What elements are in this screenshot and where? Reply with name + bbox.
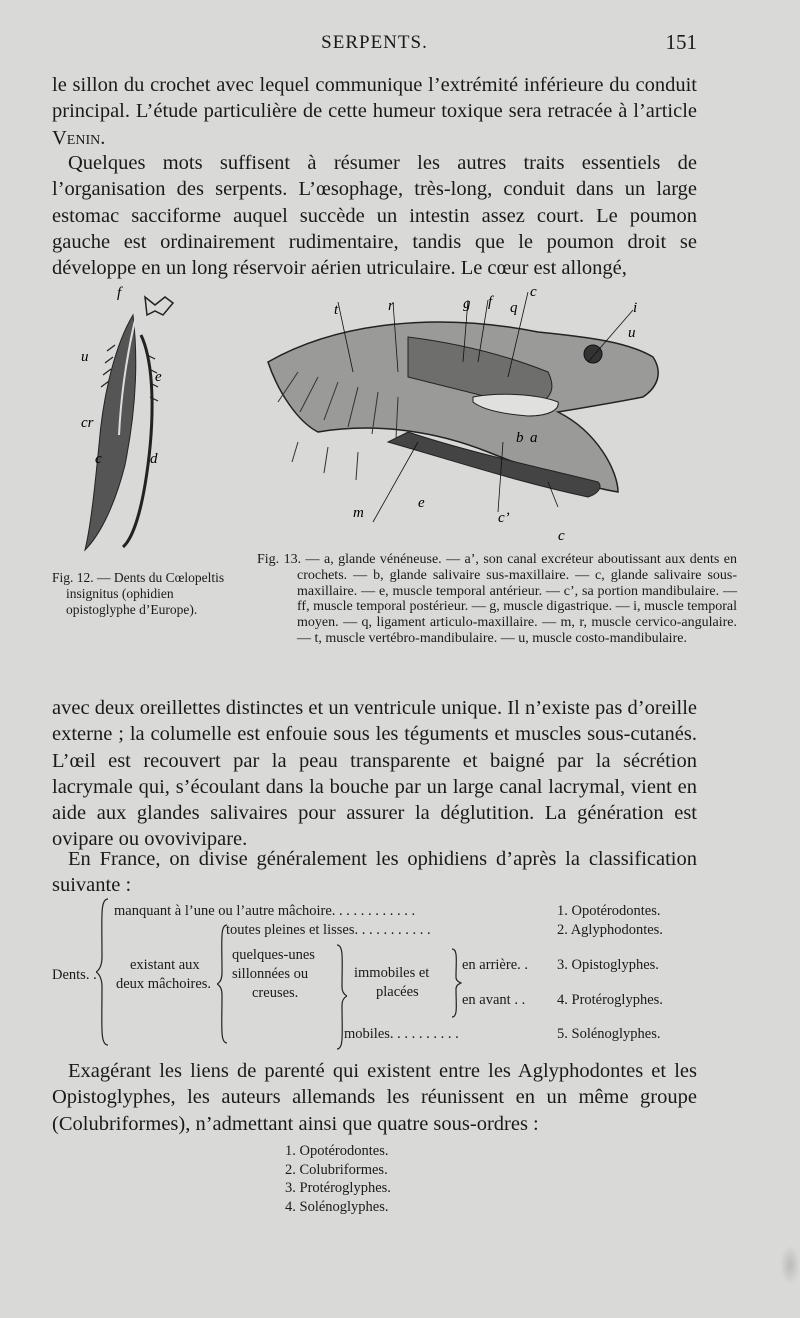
figure-12-caption: Fig. 12. — Dents du Cœlopeltis insignitus (ophidien opistoglyphe d’Europe).	[52, 570, 225, 617]
classif-en-avant: en avant . .	[462, 992, 526, 1008]
classif-immobiles: immobiles et	[354, 965, 430, 981]
classif-creuses: creuses.	[252, 985, 299, 1001]
page-number: 151	[665, 30, 697, 54]
classif-manquant: manquant à l’une ou l’autre mâchoire. . . . . . . . . . . .	[114, 903, 416, 919]
fig13-label-a: a	[530, 430, 538, 446]
classif-en-arriere: en arrière. .	[462, 957, 529, 973]
fig12-label-d: d	[150, 451, 158, 467]
paragraph-5: Exagérant les liens de parenté qui existent entre les Aglyphodontes et les Opistoglyphes, les auteurs allemands les réunissent en un même groupe (Colubriformes), n’admettant ainsi que quatre sous-ordres :	[52, 1060, 697, 1135]
fig13-label-g: g	[463, 296, 471, 312]
fig13-label-c-bottom: c	[558, 528, 565, 544]
page-smudge	[780, 1245, 800, 1285]
classif-group-1: 1. Opotérodontes.	[557, 903, 661, 919]
classif-brace-existant	[217, 923, 229, 1045]
classif-group-3: 3. Opistoglyphes.	[557, 957, 659, 973]
fig13-label-i: i	[633, 300, 638, 316]
fig13-label-b: b	[516, 430, 524, 446]
fig13-label-m: m	[353, 505, 364, 521]
running-head: SERPENTS.	[321, 32, 428, 53]
fig12-label-c: c	[95, 451, 102, 467]
suborder-list	[285, 1142, 391, 1216]
paragraph-3: avec deux oreillettes distinctes et un ventricule unique. Il n’existe pas d’oreille externe ; la columelle est enfouie sous les téguments et muscles sous-cutanés. L’œil est recouvert par la peau transparente et baigné par la sécrétion lacrymale qui, s’écoulant dans la bouche par un large canal lacrymal, vient en aide aux glandes salivaires pour assurer la déglutition. La génération est ovipare ou ovovivipare.	[52, 697, 697, 851]
classif-dents: Dents. .	[52, 967, 97, 983]
fig13-label-c: c	[530, 284, 537, 300]
paragraph-1-end: .	[100, 126, 106, 149]
classif-placees: placées	[376, 984, 419, 1000]
fig13-label-t: t	[334, 302, 339, 318]
fig12-label-e: e	[155, 369, 162, 385]
fig13-label-f: f	[488, 294, 493, 310]
fig12-label-cr: cr	[81, 415, 94, 431]
suborder-item: 4. Solénoglyphes.	[285, 1198, 389, 1215]
classif-existant: existant aux	[130, 957, 200, 973]
figure-13-caption: Fig. 13. — a, glande vénéneuse. — a’, son canal excréteur aboutissant aux dents en crochets. — b, glande salivaire sus-maxillaire. — c, glande salivaire sous-maxillaire. — e, muscle temporal antérieur. — c’, sa portion mandibulaire. — ff, muscle temporal postérieur. — g, muscle digastrique. — i, muscle temporal moyen. — q, ligament articulo-maxillaire. — m, r, muscle cervico-angulaire. — t, muscle vertébro-mandibulaire. — u, muscle costo-mandibulaire.	[257, 552, 737, 646]
classif-group-5: 5. Solénoglyphes.	[557, 1026, 661, 1042]
paragraph-2: Quelques mots suffisent à résumer les autres traits essentiels de l’organisation des serpents. L’œsophage, très-long, conduit dans un large estomac sacciforme auquel succède un intestin assez court. Le poumon gauche est ordinairement rudimentaire, tandis que le poumon droit se développe en un long réservoir aérien utriculaire. Le cœur est allongé,	[52, 152, 697, 280]
classif-brace-main	[96, 897, 110, 1047]
classif-group-2: 2. Aglyphodontes.	[557, 922, 663, 938]
suborder-item: 3. Protéroglyphes.	[285, 1180, 391, 1197]
paragraph-4: En France, on divise généralement les ophidiens d’après la classification suivante :	[52, 848, 697, 897]
classif-deux-machoires: deux mâchoires.	[116, 976, 212, 992]
fig13-label-u: u	[628, 325, 636, 341]
page-header	[52, 30, 697, 58]
classif-group-4: 4. Protéroglyphes.	[557, 992, 663, 1008]
fig13-label-e: e	[418, 495, 425, 511]
figure-12-illustration	[55, 285, 215, 565]
paragraph-1	[52, 72, 697, 151]
paragraph-1-text: le sillon du crochet avec lequel communique l’extrémité inférieure du conduit principal. L’étude particulière de cette humeur toxique sera retracée à l’article	[52, 74, 697, 123]
classif-brace-placees	[450, 947, 462, 1019]
classif-sillonnees: sillonnées ou	[232, 966, 309, 982]
fig13-label-c-prime: c’	[498, 510, 510, 526]
classification-table	[52, 895, 702, 1050]
figure-13-illustration	[258, 282, 678, 547]
fig12-label-u: u	[81, 349, 89, 365]
fig13-label-r: r	[388, 298, 394, 314]
fig12-label-f: f	[117, 285, 122, 301]
classif-toutes-pleines: toutes pleines et lisses. . . . . . . . . . .	[226, 922, 431, 938]
fig13-label-q: q	[510, 300, 518, 316]
suborder-item: 2. Colubriformes.	[285, 1161, 388, 1178]
venin-reference: Venin	[52, 126, 101, 149]
classif-mobiles: mobiles. . . . . . . . . .	[344, 1026, 459, 1042]
classif-quelques-unes: quelques-unes	[232, 947, 315, 963]
suborder-item: 1. Opotérodontes.	[285, 1143, 389, 1159]
